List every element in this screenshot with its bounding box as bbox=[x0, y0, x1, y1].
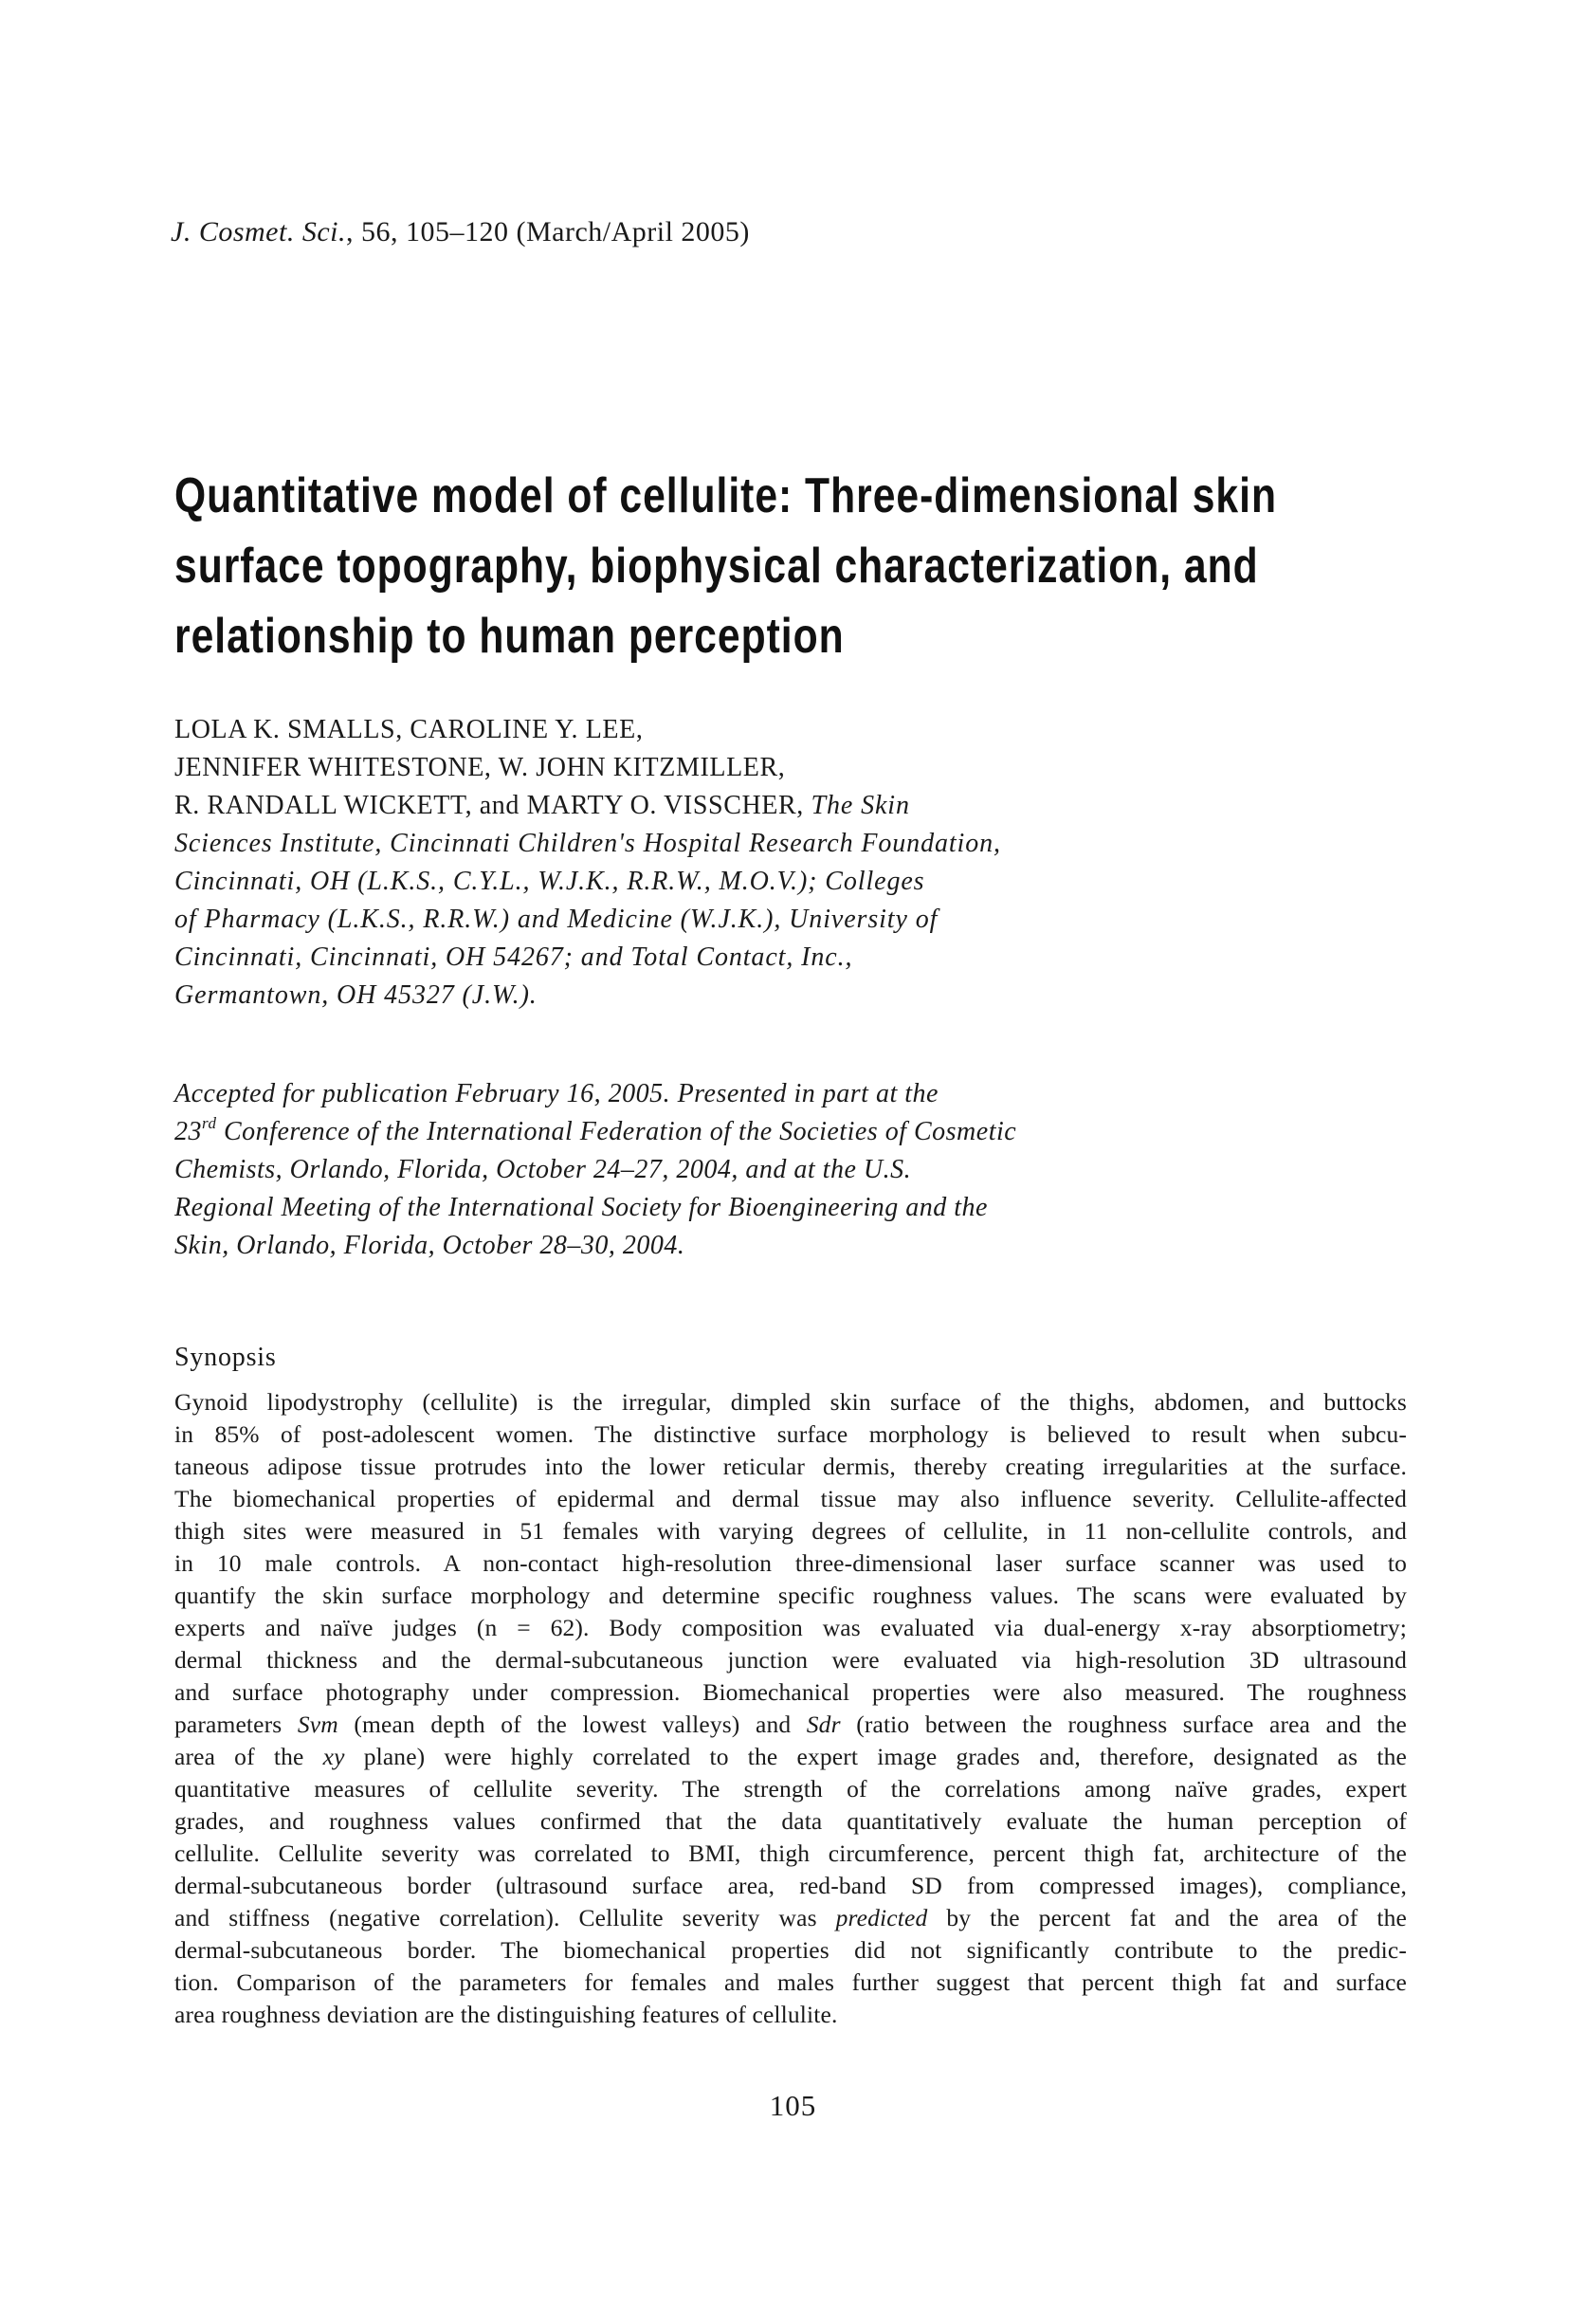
synopsis-body bbox=[174, 1386, 1407, 2031]
acceptance-line: Regional Meeting of the International Society for Bioengineering and the bbox=[174, 1193, 988, 1222]
title-line: relationship to human perception bbox=[174, 609, 845, 664]
affiliation-text: Germantown, OH 45327 (J.W.). bbox=[174, 980, 538, 1010]
synopsis-text: (mean depth of the lowest valleys) and bbox=[337, 1711, 807, 1738]
author-names: JENNIFER WHITESTONE, W. JOHN KITZMILLER, bbox=[174, 753, 786, 782]
synopsis-line: in 85% of post-adolescent women. The distinctive surface morphology is believed to result when subcu- bbox=[174, 1420, 1407, 1448]
author-names: R. RANDALL WICKETT, and MARTY O. VISSCHER, bbox=[174, 791, 811, 820]
synopsis-line: and surface photography under compression. Biomechanical properties were also measured. The roughness bbox=[174, 1678, 1407, 1706]
synopsis-line: dermal thickness and the dermal-subcutaneous junction were evaluated via high-resolution 3D ultrasound bbox=[174, 1646, 1407, 1674]
synopsis-line: Gynoid lipodystrophy (cellulite) is the irregular, dimpled skin surface of the thighs, abdomen, and buttocks bbox=[174, 1388, 1407, 1416]
conference-number: 23 bbox=[174, 1117, 202, 1146]
emphasis-predicted: predicted bbox=[835, 1904, 928, 1931]
journal-citation bbox=[171, 216, 750, 248]
acceptance-line: Accepted for publication February 16, 2005. Presented in part at the bbox=[174, 1079, 939, 1108]
parameter-svm: Svm bbox=[297, 1711, 338, 1738]
author-names-affiliation bbox=[174, 787, 1122, 825]
synopsis-line: taneous adipose tissue protrudes into the lower reticular dermis, thereby creating irregularities at the surface. bbox=[174, 1453, 1407, 1480]
conference-name: Conference of the International Federation of the Societies of Cosmetic bbox=[216, 1117, 1017, 1146]
journal-name: J. Cosmet. Sci. bbox=[171, 216, 346, 247]
synopsis-line: dermal-subcutaneous border. The biomechanical properties did not significantly contribute to the predic- bbox=[174, 1936, 1407, 1964]
synopsis-line: The biomechanical properties of epidermal and dermal tissue may also influence severity. Cellulite-affected bbox=[174, 1485, 1407, 1512]
synopsis-text: plane) were highly correlated to the expert image grades and, therefore, designated as the bbox=[344, 1743, 1408, 1770]
synopsis-line: dermal-subcutaneous border (ultrasound surface area, red-band SD from compressed images), compliance, bbox=[174, 1872, 1407, 1899]
parameter-sdr: Sdr bbox=[806, 1711, 841, 1738]
title-line: surface topography, biophysical characterization, and bbox=[174, 539, 1259, 594]
synopsis-text: parameters bbox=[174, 1711, 298, 1738]
acceptance-note bbox=[174, 1075, 1122, 1265]
synopsis-heading: Synopsis bbox=[174, 1343, 277, 1372]
page-number: 105 bbox=[769, 2089, 817, 2122]
affiliation-text: The Skin bbox=[811, 791, 910, 820]
synopsis-line bbox=[174, 1709, 1407, 1741]
synopsis-line: experts and naïve judges (n = 62). Body composition was evaluated via dual-energy x-ray absorptiometry; bbox=[174, 1614, 1407, 1641]
synopsis-line: area roughness deviation are the distinguishing features of cellulite. bbox=[174, 2001, 838, 2028]
synopsis-line bbox=[174, 1741, 1407, 1773]
synopsis-line: grades, and roughness values confirmed that the data quantitatively evaluate the human perception of bbox=[174, 1807, 1407, 1835]
title-line: Quantitative model of cellulite: Three-dimensional skin bbox=[174, 468, 1277, 523]
xy-plane-term: xy bbox=[322, 1743, 345, 1770]
synopsis-text: and stiffness (negative correlation). Cellulite severity was bbox=[174, 1904, 836, 1931]
synopsis-line: in 10 male controls. A non-contact high-resolution three-dimensional laser surface scanner was used to bbox=[174, 1549, 1407, 1577]
synopsis-text: by the percent fat and the area of the bbox=[927, 1904, 1407, 1931]
synopsis-line bbox=[174, 1902, 1407, 1934]
synopsis-line: thigh sites were measured in 51 females with varying degrees of cellulite, in 11 non-cellulite controls, and bbox=[174, 1517, 1407, 1545]
synopsis-line: quantitative measures of cellulite severity. The strength of the correlations among naïve grades, expert bbox=[174, 1775, 1407, 1802]
synopsis-line: quantify the skin surface morphology and determine specific roughness values. The scans were evaluated by bbox=[174, 1582, 1407, 1609]
affiliation-text: Cincinnati, OH (L.K.S., C.Y.L., W.J.K., R.R.W., M.O.V.); Colleges bbox=[174, 867, 925, 896]
ordinal-suffix: rd bbox=[202, 1114, 217, 1132]
author-block bbox=[174, 711, 1122, 1015]
volume-pages-date: , 56, 105–120 (March/April 2005) bbox=[345, 216, 750, 247]
synopsis-text: (ratio between the roughness surface area and the bbox=[840, 1711, 1407, 1738]
affiliation-text: Cincinnati, Cincinnati, OH 54267; and Total Contact, Inc., bbox=[174, 942, 853, 972]
acceptance-line: Chemists, Orlando, Florida, October 24–27, 2004, and at the U.S. bbox=[174, 1155, 912, 1184]
acceptance-line: Skin, Orlando, Florida, October 28–30, 2004. bbox=[174, 1231, 685, 1260]
author-names: LOLA K. SMALLS, CAROLINE Y. LEE, bbox=[174, 715, 644, 744]
acceptance-line bbox=[174, 1113, 1122, 1151]
synopsis-line: cellulite. Cellulite severity was correlated to BMI, thigh circumference, percent thigh fat, architecture of the bbox=[174, 1839, 1407, 1867]
synopsis-text: area of the bbox=[174, 1743, 323, 1770]
affiliation-text: of Pharmacy (L.K.S., R.R.W.) and Medicine (W.J.K.), University of bbox=[174, 905, 939, 934]
synopsis-line: tion. Comparison of the parameters for females and males further suggest that percent thigh fat and surface bbox=[174, 1968, 1407, 1996]
article-title bbox=[174, 461, 1277, 671]
affiliation-text: Sciences Institute, Cincinnati Children's Hospital Research Foundation, bbox=[174, 829, 1001, 858]
